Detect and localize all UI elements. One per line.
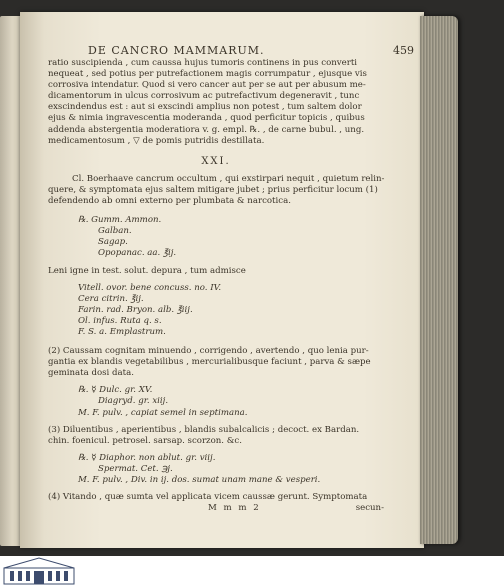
catchword: secun- xyxy=(355,503,384,514)
paragraph-3 xyxy=(48,346,384,379)
recipe-line: Cera citrin. ℥ij. xyxy=(78,293,144,304)
recipe-line: M. F. pulv. , capiat semel in septimana. xyxy=(78,407,248,418)
recipe-line: Vitell. ovor. bene concuss. no. IV. xyxy=(78,282,222,293)
text-line: exscindendus est : aut si exscindi amplius non potest , tum saltem dolor xyxy=(48,102,362,113)
text-line: addenda abstergentia moderatiora v. g. empl. ℞. , de carne bubul. , ung. xyxy=(48,124,365,135)
recipe-line: Sagap. xyxy=(98,237,128,248)
recipe-line: Opopanac. aa. ℥ij. xyxy=(98,248,177,259)
text-line: defendendo ab omni externo per plumbata & narcotica. xyxy=(48,196,291,207)
section-heading: XXI. xyxy=(201,155,231,167)
page-number: 459 xyxy=(393,44,414,57)
text-line: Cl. Boerhaave cancrum occultum , qui exstirpari nequit , quietum relin- xyxy=(72,173,385,184)
page-text xyxy=(48,58,384,514)
signature-mark: M m m 2 xyxy=(208,503,261,514)
paragraph-1 xyxy=(48,58,384,147)
text-line: (4) Vitando , quæ sumta vel applicata vicem caussæ gerunt. Symptomata xyxy=(48,492,368,503)
text-line: medicamentosum , ▽ de pomis putridis destillata. xyxy=(48,135,265,146)
paragraph-4 xyxy=(48,425,384,447)
text-line: gantia ex blandis vegetabilibus , mercurialibusque faciunt , parva & sæpe xyxy=(48,357,371,368)
text-line: ratio suscipienda , cum caussa hujus tumoris continens in pus converti xyxy=(48,58,358,68)
recipe-line: ℞. ☿ Diaphor. non ablut. gr. viij. xyxy=(78,452,216,463)
recipe-line: F. S. a. Emplastrum. xyxy=(78,326,166,337)
text-line: dicamentorum in ulcus corrosivum ac putrefactivum degeneravit , tunc xyxy=(48,91,360,102)
text-line: nequeat , sed potius per putrefactionem magis corrumpatur , ejusque vis xyxy=(48,69,367,80)
recipe-line: ℞. ☿ Dulc. gr. XV. xyxy=(78,385,153,396)
recipe-4 xyxy=(48,453,384,486)
text-line: geminata dosi data. xyxy=(48,368,134,379)
recipe-1 xyxy=(48,215,384,259)
recipe-line: Farin. rad. Bryon. alb. ℥iij. xyxy=(78,304,193,315)
text-line: (3) Diluentibus , aperientibus , blandis subalcalicis ; decoct. ex Bardan. xyxy=(48,424,360,435)
text-line: (2) Caussam cognitam minuendo , corrigendo , avertendo , quo lenia pur- xyxy=(48,346,369,357)
recipe-line: Galban. xyxy=(98,226,132,237)
recipe-line: ℞. Gumm. Ammon. xyxy=(78,215,162,226)
page-block-edges xyxy=(420,16,458,544)
text-line: chin. foenicul. petrosel. sarsap. scorzon. &c. xyxy=(48,435,242,446)
text-line: Leni igne in test. solut. depura , tum admisce xyxy=(48,265,246,276)
library-logo-icon xyxy=(2,556,76,586)
text-line: quere, & symptomata ejus saltem mitigare jubet ; prius perficitur locum (1) xyxy=(48,184,378,195)
viewer-footer xyxy=(0,556,504,586)
recipe-line: Ol. infus. Ruta q. s. xyxy=(78,315,162,326)
text-line: corrosiva intendatur. Quod si vero cancer aut per se aut per abusum me- xyxy=(48,80,366,91)
recipe-line: Spermat. Cet. ℈j. xyxy=(98,463,173,474)
recipe-2 xyxy=(48,283,384,338)
recipe-3 xyxy=(48,385,384,418)
recipe-line: Diagryd. gr. xiij. xyxy=(98,396,169,407)
running-title: DE CANCRO MAMMARUM. xyxy=(88,44,265,57)
paragraph-2 xyxy=(48,174,384,207)
running-header xyxy=(88,44,414,57)
recipe-line: M. F. pulv. , Div. in ij. dos. sumat unam mane & vesperi. xyxy=(78,475,321,485)
text-line: ejus & nimia ingravescentia moderanda , quod perficitur topicis , quibus xyxy=(48,113,365,124)
left-page-edge xyxy=(0,16,22,546)
page-footer-line xyxy=(48,503,384,514)
